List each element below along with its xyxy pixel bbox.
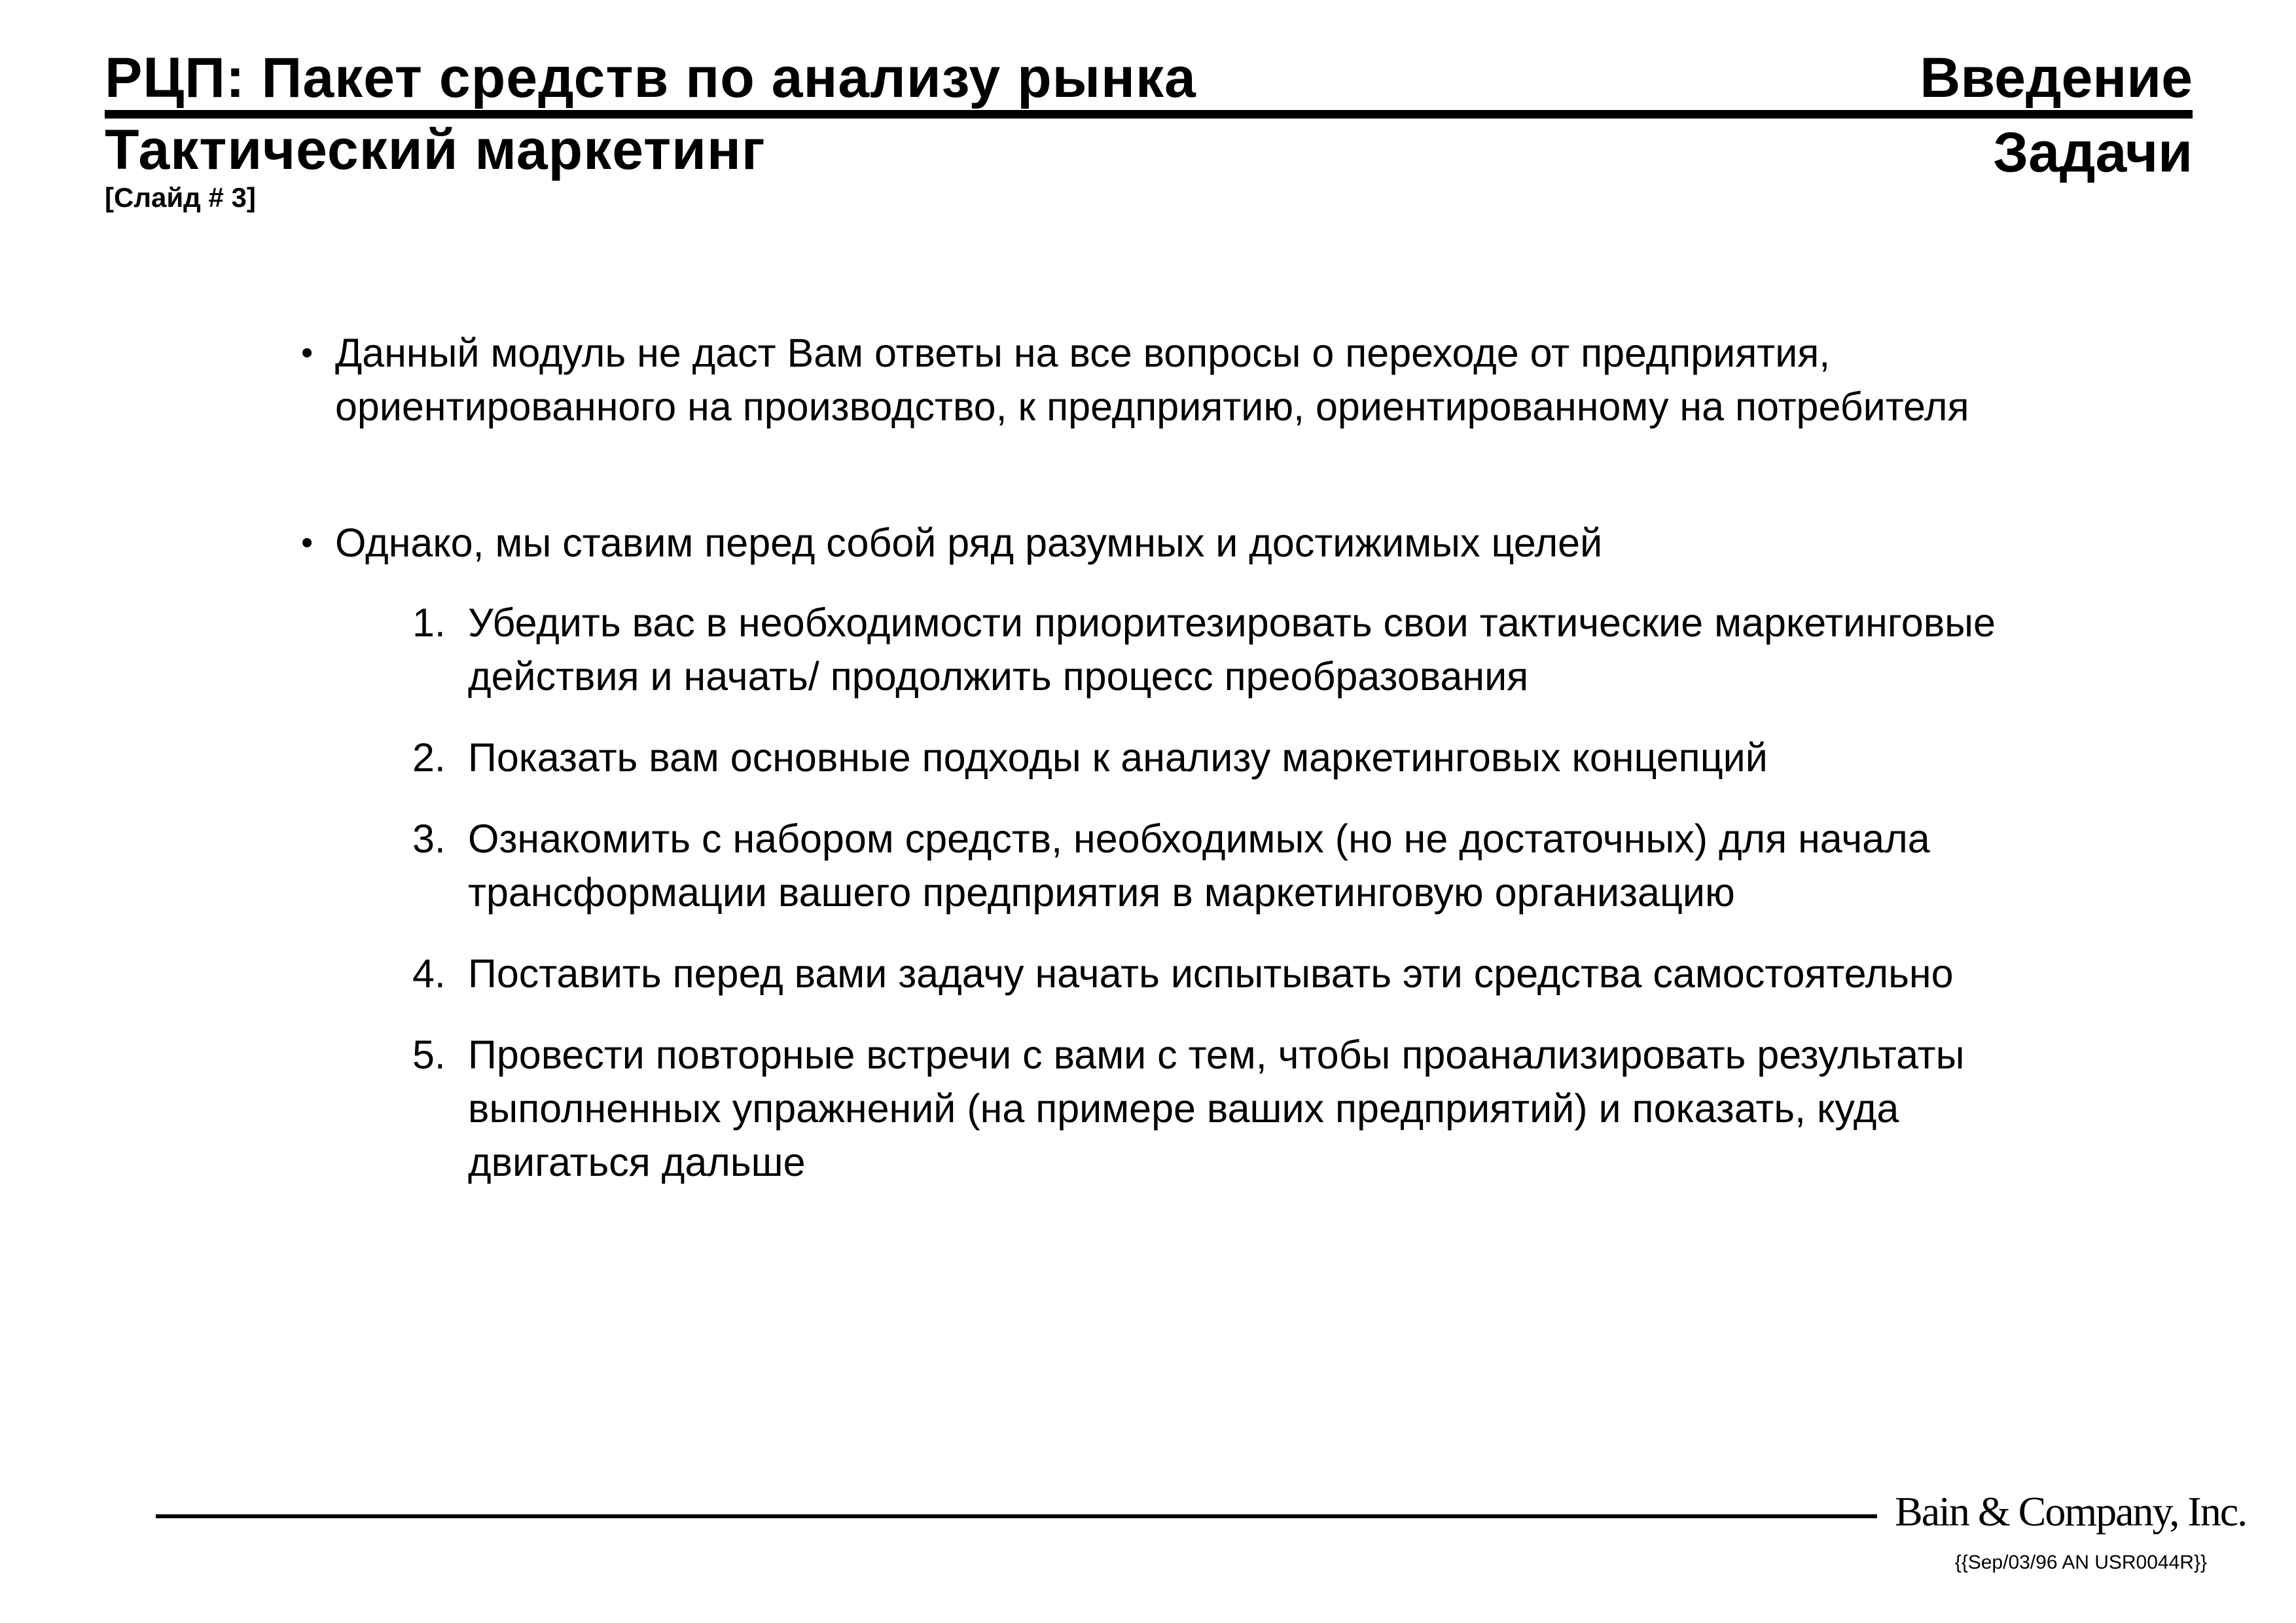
list-text: Показать вам основные подходы к анализу маркетинговых концепций: [468, 735, 1768, 780]
list-text: Убедить вас в необходимости приоритезировать свои тактические маркетинговые действия и начать/ продолжить процесс преобразования: [468, 600, 1996, 699]
slide-content: [301, 326, 2068, 1216]
list-item: [301, 947, 2068, 1000]
list-number: 5.: [412, 1032, 446, 1077]
slide-number: [Слайд # 3]: [105, 182, 256, 213]
bullet-item: [301, 516, 2068, 570]
page-title: РЦП: Пакет средств по анализу рынка: [105, 46, 1196, 109]
bullet-item: [301, 326, 2068, 433]
list-number: 1.: [412, 600, 446, 645]
list-item: [301, 1028, 2068, 1189]
bullet-icon: •: [301, 524, 314, 562]
bullet-text: Однако, мы ставим перед собой ряд разумных и достижимых целей: [335, 520, 1603, 565]
company-logo: Bain & Company, Inc.: [1895, 1488, 2247, 1535]
list-text: Провести повторные встречи с вами с тем, чтобы проанализировать результаты выполненных упражнений (на примере ваших предприятий) и показать, куда двигаться дальше: [468, 1032, 1965, 1184]
list-text: Поставить перед вами задачу начать испытывать эти средства самостоятельно: [468, 951, 1954, 996]
list-item: [301, 731, 2068, 784]
page-subtitle: Тактический маркетинг: [105, 119, 766, 181]
footer-rule: [156, 1514, 1877, 1518]
list-text: Ознакомить с набором средств, необходимых (но не достаточных) для начала трансформации вашего предприятия в маркетинговую организацию: [468, 816, 1930, 915]
goals-list: [301, 596, 2068, 1189]
list-item: [301, 812, 2068, 919]
bullet-icon: •: [301, 334, 314, 372]
list-item: [301, 596, 2068, 703]
list-number: 2.: [412, 735, 446, 780]
bullet-text: Данный модуль не даст Вам ответы на все вопросы о переходе от предприятия, ориентированного на производство, к предприятию, ориентированному на потребителя: [335, 331, 1969, 429]
subsection-label: Задачи: [1993, 121, 2193, 184]
document-code: {{Sep/03/96 AN USR0044R}}: [1954, 1552, 2207, 1573]
section-label: Введение: [1920, 46, 2193, 109]
list-number: 3.: [412, 816, 446, 861]
list-number: 4.: [412, 951, 446, 996]
